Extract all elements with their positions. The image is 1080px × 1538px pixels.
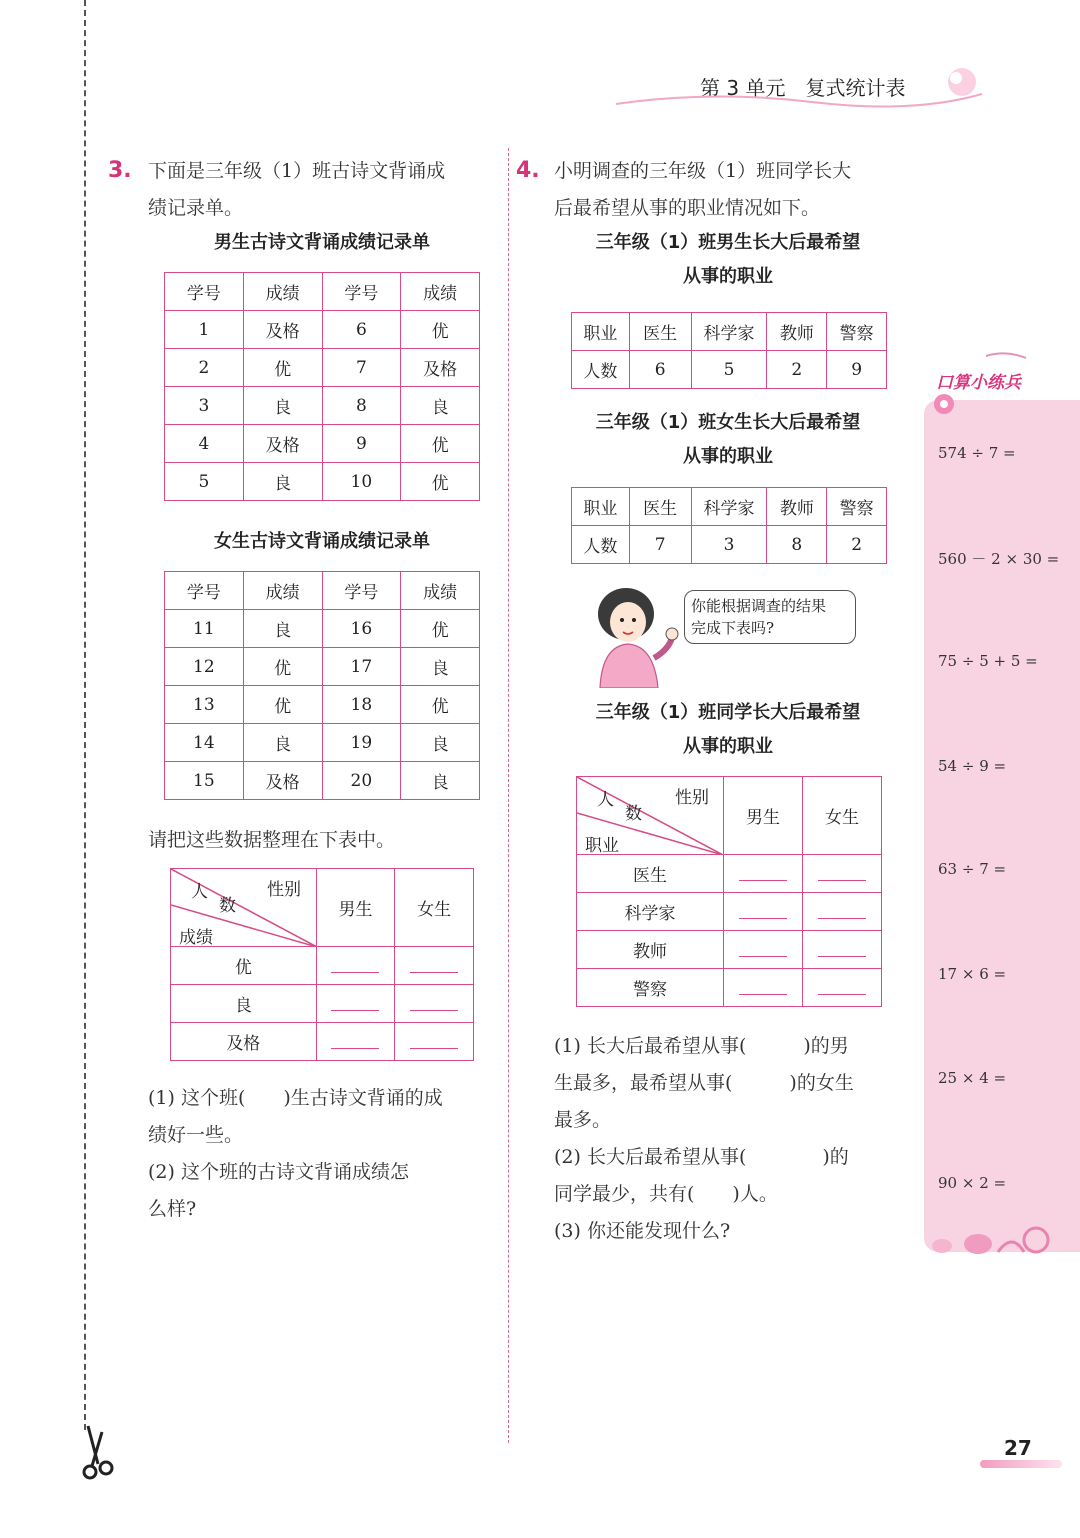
table-cell: 2 <box>767 351 827 389</box>
table-cell: 良 <box>401 387 480 425</box>
answer-cell <box>316 985 395 1023</box>
table-cell: 成绩 <box>243 273 322 311</box>
q4-sub1-line1: (1) 长大后最希望从事( )的男 <box>554 1035 849 1057</box>
table-cell: 优 <box>243 686 322 724</box>
q4-summary-header-cell <box>577 777 724 855</box>
answer-blank[interactable] <box>818 862 866 881</box>
q3-summary-header-cell <box>171 869 317 947</box>
answer-blank[interactable] <box>739 976 787 995</box>
hdr-count: 数 <box>219 896 236 916</box>
row-label: 医生 <box>577 855 724 893</box>
table-cell: 7 <box>629 526 691 564</box>
table-row <box>577 969 882 1007</box>
table-cell: 警察 <box>827 313 887 351</box>
q3-sub1-line2: 绩好一些。 <box>148 1124 244 1146</box>
table-row <box>171 1023 474 1061</box>
page-number: 27 <box>1004 1436 1032 1460</box>
table-cell: 优 <box>401 686 480 724</box>
header-ornament-icon <box>612 64 992 116</box>
q4-sub3: (3) 你还能发现什么? <box>554 1220 731 1242</box>
answer-blank[interactable] <box>410 992 458 1011</box>
table-cell: 8 <box>322 387 401 425</box>
answer-blank[interactable] <box>818 900 866 919</box>
calc-problem: 90 × 2 = <box>938 1174 1007 1192</box>
answer-cell <box>724 855 803 893</box>
bubble-line2: 完成下表吗? <box>691 619 775 637</box>
table-row <box>572 488 887 526</box>
q4-sub2-line2: 同学最少，共有( )人。 <box>554 1183 778 1205</box>
q3-instruction: 请把这些数据整理在下表中。 <box>148 829 396 851</box>
calc-problem: 574 ÷ 7 = <box>938 444 1016 462</box>
table-cell: 19 <box>322 724 401 762</box>
table-cell: 良 <box>401 648 480 686</box>
col-boys: 男生 <box>316 869 395 947</box>
table-cell: 人数 <box>572 351 630 389</box>
answer-blank[interactable] <box>818 976 866 995</box>
table-row <box>165 762 480 800</box>
table-cell: 成绩 <box>401 572 480 610</box>
answer-blank[interactable] <box>410 1030 458 1049</box>
table-cell: 学号 <box>322 572 401 610</box>
table-cell: 2 <box>827 526 887 564</box>
table-cell: 教师 <box>767 313 827 351</box>
table-cell: 医生 <box>629 488 691 526</box>
table-cell: 成绩 <box>401 273 480 311</box>
q3-sub2-line2: 么样? <box>148 1198 197 1220</box>
table-row <box>165 273 480 311</box>
table-cell: 教师 <box>767 488 827 526</box>
answer-cell <box>316 947 395 985</box>
table-cell: 13 <box>165 686 244 724</box>
table-row <box>577 893 882 931</box>
hdr-people: 人 <box>597 790 614 810</box>
table-cell: 7 <box>322 349 401 387</box>
q4-girls-caption-1: 三年级（1）班女生长大后最希望 <box>595 412 861 433</box>
q4-sub2-line1: (2) 长大后最希望从事( )的 <box>554 1146 849 1168</box>
q4-boys-table <box>571 312 887 389</box>
table-cell: 科学家 <box>691 313 767 351</box>
table-row <box>165 610 480 648</box>
table-cell: 8 <box>767 526 827 564</box>
table-row <box>171 985 474 1023</box>
table-cell: 18 <box>322 686 401 724</box>
q3-girls-table <box>164 571 480 800</box>
answer-blank[interactable] <box>818 938 866 957</box>
table-cell: 学号 <box>322 273 401 311</box>
calc-problem: 25 × 4 = <box>938 1069 1007 1087</box>
table-row <box>165 686 480 724</box>
table-cell: 优 <box>243 349 322 387</box>
row-label: 科学家 <box>577 893 724 931</box>
mental-math-panel <box>924 400 1080 1252</box>
table-cell: 16 <box>322 610 401 648</box>
q3-girls-caption: 女生古诗文背诵成绩记录单 <box>214 531 430 552</box>
q4-summary-caption-2: 从事的职业 <box>683 736 773 757</box>
table-cell: 优 <box>401 463 480 501</box>
table-cell: 及格 <box>243 762 322 800</box>
table-cell: 优 <box>401 425 480 463</box>
table-row <box>165 724 480 762</box>
answer-blank[interactable] <box>331 954 379 973</box>
speech-bubble <box>684 590 856 644</box>
q3-sub2-line1: (2) 这个班的古诗文背诵成绩怎 <box>148 1161 409 1183</box>
table-row <box>171 947 474 985</box>
table-cell: 学号 <box>165 273 244 311</box>
q3-intro-line2: 绩记录单。 <box>148 197 244 219</box>
answer-cell <box>395 1023 474 1061</box>
answer-cell <box>395 985 474 1023</box>
row-label: 警察 <box>577 969 724 1007</box>
hdr-gender: 性别 <box>675 788 709 808</box>
table-cell: 良 <box>243 463 322 501</box>
row-label: 优 <box>171 947 317 985</box>
cut-line <box>84 0 86 1430</box>
question-3-number: 3. <box>108 158 132 183</box>
q4-girls-caption-2: 从事的职业 <box>683 446 773 467</box>
row-label: 良 <box>171 985 317 1023</box>
answer-cell <box>803 855 882 893</box>
table-row <box>165 387 480 425</box>
table-cell: 9 <box>322 425 401 463</box>
table-row <box>165 349 480 387</box>
table-cell: 6 <box>629 351 691 389</box>
row-label: 教师 <box>577 931 724 969</box>
q4-summary-table <box>576 776 882 1007</box>
q4-boys-caption-2: 从事的职业 <box>683 266 773 287</box>
teacher-illustration <box>592 584 682 688</box>
table-row <box>165 648 480 686</box>
table-cell: 良 <box>243 387 322 425</box>
col-girls: 女生 <box>395 869 474 947</box>
table-row <box>165 572 480 610</box>
q4-intro-line2: 后最希望从事的职业情况如下。 <box>554 197 821 219</box>
table-row <box>165 463 480 501</box>
q4-sub1-line2: 生最多，最希望从事( )的女生 <box>554 1072 854 1094</box>
table-cell: 及格 <box>401 349 480 387</box>
table-cell: 及格 <box>243 425 322 463</box>
q3-summary-table <box>170 868 474 1061</box>
table-cell: 5 <box>165 463 244 501</box>
table-cell: 良 <box>401 762 480 800</box>
q4-girls-table <box>571 487 887 564</box>
table-cell: 11 <box>165 610 244 648</box>
hdr-row-label: 职业 <box>585 836 619 856</box>
hdr-gender: 性别 <box>267 880 301 900</box>
table-cell: 职业 <box>572 313 630 351</box>
table-cell: 20 <box>322 762 401 800</box>
table-row <box>572 526 887 564</box>
answer-blank[interactable] <box>331 1030 379 1049</box>
bubble-line1: 你能根据调查的结果 <box>691 597 827 615</box>
q4-sub1-line3: 最多。 <box>554 1109 612 1131</box>
table-cell: 3 <box>691 526 767 564</box>
answer-blank[interactable] <box>331 992 379 1011</box>
table-cell: 4 <box>165 425 244 463</box>
table-cell: 良 <box>243 724 322 762</box>
table-cell: 12 <box>165 648 244 686</box>
answer-cell <box>316 1023 395 1061</box>
answer-cell <box>803 969 882 1007</box>
unit-topic: 复式统计表 <box>805 76 906 100</box>
calc-problem: 560 － 2 × 30 = <box>938 550 1060 568</box>
table-cell: 良 <box>401 724 480 762</box>
answer-cell <box>724 893 803 931</box>
hdr-count: 数 <box>625 804 642 824</box>
col-boys: 男生 <box>724 777 803 855</box>
table-cell: 10 <box>322 463 401 501</box>
table-cell: 14 <box>165 724 244 762</box>
table-row <box>165 311 480 349</box>
q3-boys-table <box>164 272 480 501</box>
answer-blank[interactable] <box>739 900 787 919</box>
col-girls: 女生 <box>803 777 882 855</box>
table-cell: 良 <box>243 610 322 648</box>
table-cell: 9 <box>827 351 887 389</box>
q4-summary-caption-1: 三年级（1）班同学长大后最希望 <box>595 702 861 723</box>
question-4-number: 4. <box>516 158 540 183</box>
table-cell: 6 <box>322 311 401 349</box>
table-cell: 优 <box>401 610 480 648</box>
table-cell: 17 <box>322 648 401 686</box>
row-label: 及格 <box>171 1023 317 1061</box>
unit-label: 第 3 单元 <box>700 76 786 100</box>
table-cell: 成绩 <box>243 572 322 610</box>
table-cell: 优 <box>401 311 480 349</box>
table-cell: 学号 <box>165 572 244 610</box>
answer-cell <box>395 947 474 985</box>
answer-blank[interactable] <box>739 862 787 881</box>
table-cell: 1 <box>165 311 244 349</box>
calc-problem: 63 ÷ 7 = <box>938 860 1007 878</box>
table-cell: 及格 <box>243 311 322 349</box>
table-cell: 医生 <box>629 313 691 351</box>
table-cell: 2 <box>165 349 244 387</box>
answer-blank[interactable] <box>410 954 458 973</box>
q3-intro-line1: 下面是三年级（1）班古诗文背诵成 <box>148 160 446 182</box>
table-row <box>165 425 480 463</box>
table-cell: 科学家 <box>691 488 767 526</box>
column-divider <box>508 148 509 1443</box>
q3-boys-caption: 男生古诗文背诵成绩记录单 <box>214 232 430 253</box>
table-row <box>572 351 887 389</box>
answer-cell <box>803 931 882 969</box>
hdr-row-label: 成绩 <box>179 928 213 948</box>
table-row <box>577 931 882 969</box>
calc-problem: 75 ÷ 5 + 5 = <box>938 652 1038 670</box>
table-cell: 优 <box>243 648 322 686</box>
answer-cell <box>724 969 803 1007</box>
shell-ornament-icon <box>928 1222 1058 1266</box>
q3-sub1-line1: (1) 这个班( )生古诗文背诵的成 <box>148 1087 443 1109</box>
answer-blank[interactable] <box>739 938 787 957</box>
table-cell: 15 <box>165 762 244 800</box>
scissors-icon <box>78 1424 118 1484</box>
table-cell: 职业 <box>572 488 630 526</box>
mental-math-title: 口算小练兵 <box>936 373 1021 393</box>
table-cell: 人数 <box>572 526 630 564</box>
table-cell: 警察 <box>827 488 887 526</box>
hdr-people: 人 <box>191 882 208 902</box>
calc-problem: 17 × 6 = <box>938 965 1007 983</box>
answer-cell <box>724 931 803 969</box>
table-row <box>577 855 882 893</box>
q4-intro-line1: 小明调查的三年级（1）班同学长大 <box>554 160 852 182</box>
answer-cell <box>803 893 882 931</box>
table-cell: 5 <box>691 351 767 389</box>
calc-problem: 54 ÷ 9 = <box>938 757 1007 775</box>
page-number-bar <box>980 1460 1062 1468</box>
q4-boys-caption-1: 三年级（1）班男生长大后最希望 <box>595 232 861 253</box>
table-row <box>572 313 887 351</box>
table-cell: 3 <box>165 387 244 425</box>
